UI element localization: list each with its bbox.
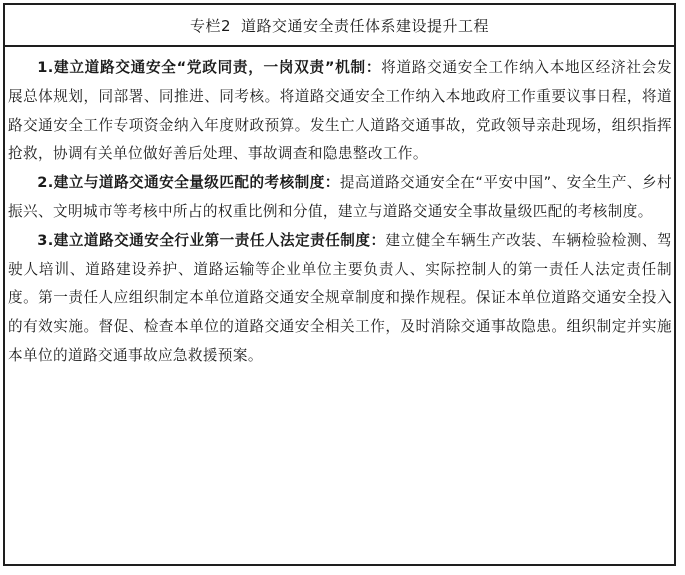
item-paragraph <box>8 169 672 227</box>
item-body: 提高道路交通安全在“平安中国”、安全生产、乡村振兴、文明城市等考核中所占的权重比例和分值，建立与道路交通安全事故量级匹配的考核制度。 <box>8 174 672 220</box>
item-heading: 2.建立与道路交通安全量级匹配的考核制度： <box>37 174 340 192</box>
column-label: 专栏2 <box>189 16 232 35</box>
item-paragraph <box>8 54 672 169</box>
item-paragraph <box>8 227 672 371</box>
item-body: 建立健全车辆生产改装、车辆检验检测、驾驶人培训、道路建设养护、道路运输等企业单位主要负责人、实际控制人的第一责任人法定责任制度。第一责任人应组织制定本单位道路交通安全规章制度和操作规程。保证本单位道路交通安全投入的有效实施。督促、检查本单位的道路交通安全相关工作，及时消除交通事故隐患。组织制定并实施本单位的道路交通事故应急救援预案。 <box>8 231 672 364</box>
column-box <box>3 3 676 566</box>
item-heading: 1.建立道路交通安全“党政同责，一岗双责”机制： <box>37 59 382 76</box>
item-heading: 3.建立道路交通安全行业第一责任人法定责任制度： <box>37 231 386 249</box>
column-title <box>5 5 674 47</box>
item-body: 将道路交通安全工作纳入本地区经济社会发展总体规划，同部署、同推进、同考核。将道路交通安全工作纳入本地政府工作重要议事日程，将道路交通安全工作专项资金纳入年度财政预算。发生亡人道路交通事故，党政领导亲赴现场，组织指挥抢救，协调有关单位做好善后处理、事故调查和隐患整改工作。 <box>8 59 672 163</box>
column-heading: 道路交通安全责任体系建设提升工程 <box>241 16 490 35</box>
column-content <box>5 47 674 371</box>
